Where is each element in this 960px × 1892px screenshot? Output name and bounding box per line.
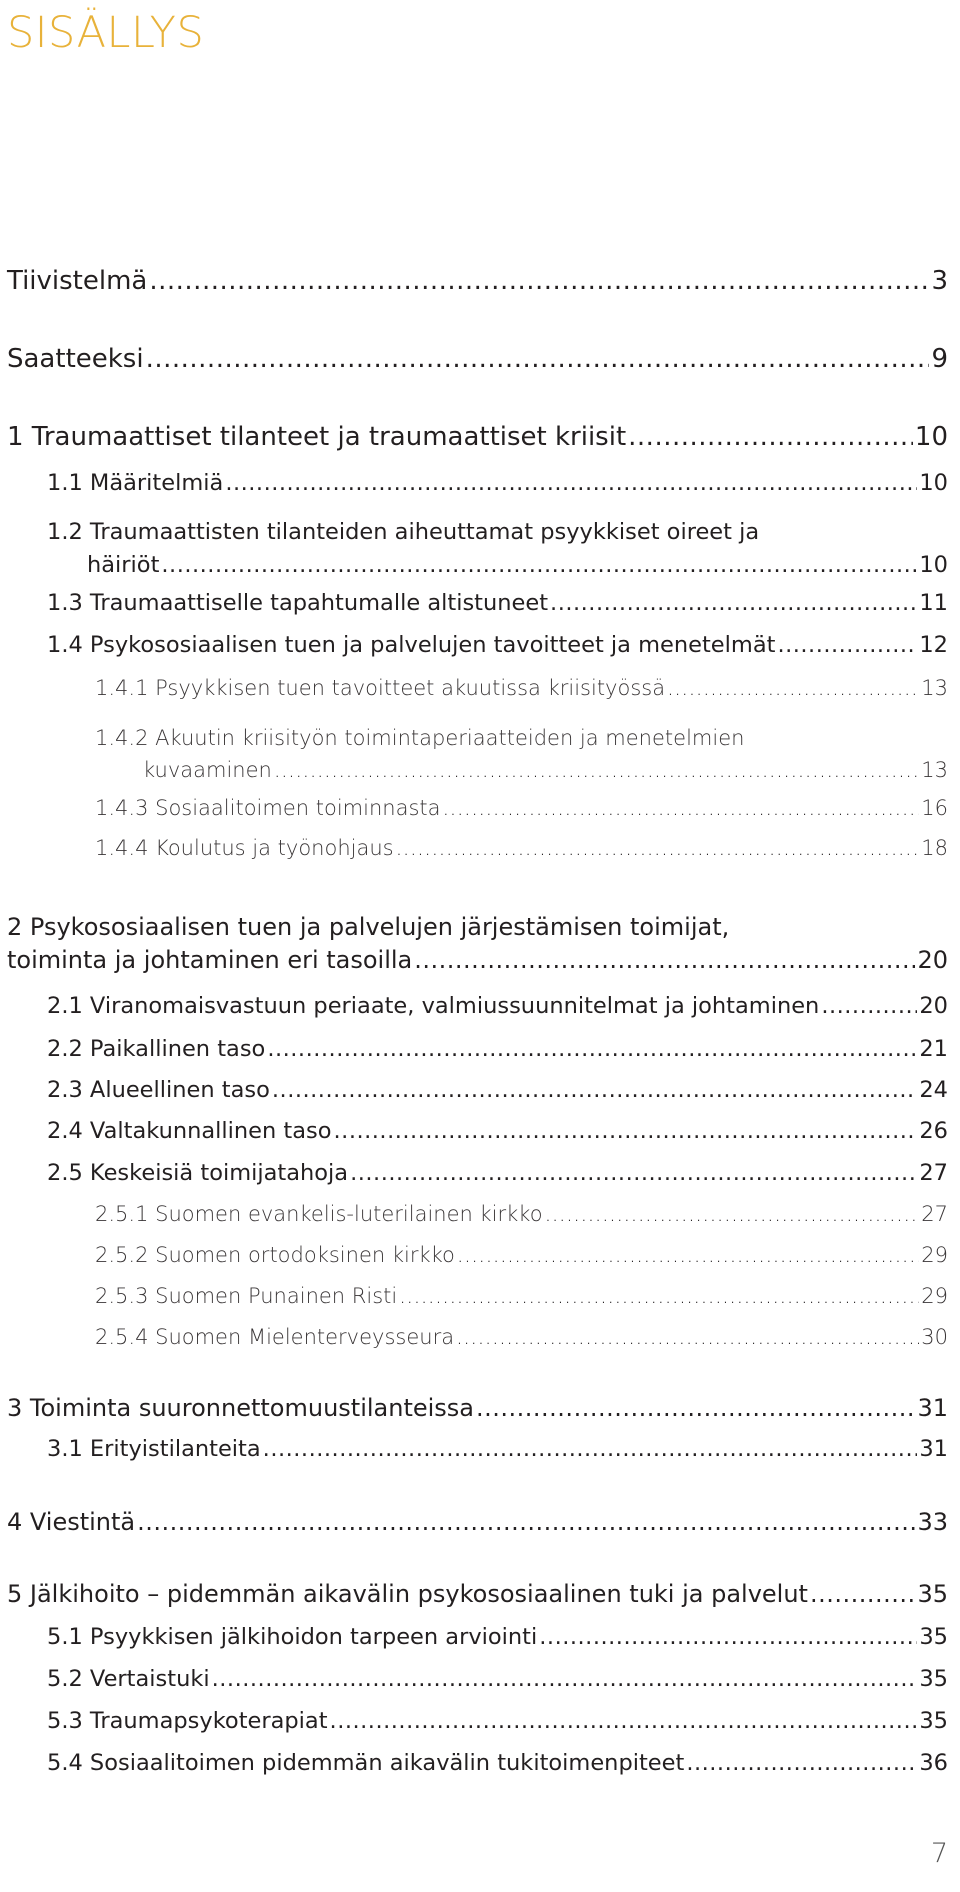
- dot-leader: [274, 758, 919, 782]
- toc-entry[interactable]: [47, 1036, 948, 1062]
- dot-leader: [457, 1243, 919, 1267]
- toc-entry-title: Tiivistelmä: [7, 266, 148, 296]
- toc-entry[interactable]: [95, 1202, 948, 1226]
- toc-entry-title: 2.5.1 Suomen evankelis-luterilainen kirkko: [95, 1202, 543, 1226]
- dot-leader: [161, 552, 917, 578]
- toc-page-number: 35: [917, 1580, 948, 1608]
- toc-entry-title: 2.4 Valtakunnallinen taso: [47, 1118, 332, 1144]
- toc-entry-title: 5.3 Traumapsykoterapiat: [47, 1708, 328, 1734]
- toc-entry-title: 2.1 Viranomaisvastuun periaate, valmiussuunnitelmat ja johtaminen: [47, 993, 820, 1019]
- toc-entry-title: 2.5.4 Suomen Mielenterveysseura: [95, 1325, 455, 1349]
- toc-entry[interactable]: [95, 718, 948, 782]
- toc-entry[interactable]: [47, 590, 948, 616]
- toc-entry-title: 1.1 Määritelmiä: [47, 470, 224, 496]
- dot-leader: [628, 422, 913, 452]
- toc-page-number: 26: [919, 1118, 948, 1144]
- toc-page-number: 20: [919, 993, 948, 1019]
- toc-entry[interactable]: [95, 1243, 948, 1267]
- toc-entry[interactable]: [95, 676, 948, 700]
- toc-entry-title: 1.4.4 Koulutus ja työnohjaus: [95, 836, 394, 860]
- dot-leader: [399, 1284, 919, 1308]
- dot-leader: [146, 344, 930, 374]
- toc-entry-title: 1.4.2 Akuutin kriisityön toimintaperiaatteiden ja menetelmien: [95, 726, 745, 750]
- toc-page-number: 29: [921, 1243, 948, 1267]
- dot-leader: [272, 1077, 917, 1103]
- toc-entry[interactable]: [47, 1624, 948, 1650]
- toc-page-number: 12: [919, 632, 948, 658]
- toc-entry[interactable]: [7, 344, 948, 374]
- toc-page-number: 10: [914, 422, 948, 452]
- dot-leader: [777, 632, 917, 658]
- toc-entry-title: 1.4 Psykososiaalisen tuen ja palvelujen tavoitteet ja menetelmät: [47, 632, 776, 658]
- toc-entry[interactable]: [7, 1508, 948, 1536]
- toc-entry[interactable]: [47, 512, 948, 578]
- toc-page-number: 27: [921, 1202, 948, 1226]
- toc-page-number: 10: [919, 470, 948, 496]
- dot-leader: [267, 1036, 917, 1062]
- toc-page-number: 11: [919, 590, 948, 616]
- toc-entry-title: 5.2 Vertaistuki: [47, 1666, 210, 1692]
- toc-entry-title-continuation: toiminta ja johtaminen eri tasoilla: [7, 946, 413, 974]
- toc-entry[interactable]: [95, 1284, 948, 1308]
- toc-entry[interactable]: [47, 1666, 948, 1692]
- dot-leader: [550, 590, 917, 616]
- toc-entry-title: 4 Viestintä: [7, 1508, 136, 1536]
- toc-entry-title: 1.4.1 Psyykkisen tuen tavoitteet akuutissa kriisityössä: [95, 676, 666, 700]
- dot-leader: [263, 1436, 918, 1462]
- toc-entry[interactable]: [47, 1708, 948, 1734]
- toc-page-number: 31: [917, 1394, 948, 1422]
- toc-page-number: 18: [921, 836, 948, 860]
- toc-page-number: 10: [919, 552, 948, 578]
- dot-leader: [443, 796, 920, 820]
- toc-page-number: 20: [917, 946, 948, 974]
- dot-leader: [334, 1118, 918, 1144]
- toc-entry[interactable]: [47, 632, 948, 658]
- toc-page-number: 33: [917, 1508, 948, 1536]
- toc-entry-title: 2 Psykososiaalisen tuen ja palvelujen järjestämisen toimijat,: [7, 913, 730, 941]
- toc-page-number: 27: [919, 1160, 948, 1186]
- dot-leader: [810, 1580, 915, 1608]
- dot-leader: [456, 1325, 919, 1349]
- toc-page-number: 24: [919, 1077, 948, 1103]
- toc-entry[interactable]: [7, 1580, 948, 1608]
- toc-page-number: 31: [919, 1436, 948, 1462]
- toc-entry[interactable]: [95, 796, 948, 820]
- toc-entry[interactable]: [47, 470, 948, 496]
- dot-leader: [476, 1394, 915, 1422]
- toc-entry[interactable]: [47, 1118, 948, 1144]
- toc-entry[interactable]: [7, 908, 948, 974]
- page-number: 7: [930, 1838, 948, 1869]
- toc-entry[interactable]: [95, 1325, 948, 1349]
- dot-leader: [330, 1708, 918, 1734]
- dot-leader: [545, 1202, 920, 1226]
- toc-entry[interactable]: [7, 266, 948, 296]
- toc-entry-title: 2.5.3 Suomen Punainen Risti: [95, 1284, 398, 1308]
- toc-entry-title: 1 Traumaattiset tilanteet ja traumaattiset kriisit: [7, 422, 627, 452]
- toc-entry-title: 2.2 Paikallinen taso: [47, 1036, 266, 1062]
- toc-entry-title: 5.1 Psyykkisen jälkihoidon tarpeen arviointi: [47, 1624, 538, 1650]
- dot-leader: [686, 1750, 917, 1776]
- toc-entry-title-continuation: häiriöt: [87, 552, 160, 578]
- toc-entry-title: 5.4 Sosiaalitoimen pidemmän aikavälin tukitoimenpiteet: [47, 1750, 685, 1776]
- toc-page-number: 29: [921, 1284, 948, 1308]
- toc-entry[interactable]: [47, 993, 948, 1019]
- toc-page-number: 35: [919, 1666, 948, 1692]
- dot-leader: [396, 836, 920, 860]
- toc-page-number: 21: [919, 1036, 948, 1062]
- toc-entry-title: 1.4.3 Sosiaalitoimen toiminnasta: [95, 796, 441, 820]
- dot-leader: [539, 1624, 917, 1650]
- toc-entry[interactable]: [47, 1160, 948, 1186]
- toc-entry-title: 1.2 Traumaattisten tilanteiden aiheuttamat psyykkiset oireet ja: [47, 519, 760, 545]
- page-title: SISÄLLYS: [7, 8, 205, 58]
- toc-page-number: 30: [921, 1325, 948, 1349]
- toc-page-number: 3: [931, 266, 948, 296]
- toc-page-number: 36: [919, 1750, 948, 1776]
- dot-leader: [821, 993, 917, 1019]
- toc-entry-title: Saatteeksi: [7, 344, 144, 374]
- toc-entry-title-continuation: kuvaaminen: [143, 758, 272, 782]
- toc-entry-title: 1.3 Traumaattiselle tapahtumalle altistuneet: [47, 590, 549, 616]
- toc-entry[interactable]: [47, 1436, 948, 1462]
- toc-page-number: 13: [921, 758, 948, 782]
- dot-leader: [667, 676, 919, 700]
- toc-entry[interactable]: [95, 836, 948, 860]
- toc-entry[interactable]: [7, 422, 948, 452]
- dot-leader: [212, 1666, 918, 1692]
- dot-leader: [149, 266, 929, 296]
- toc-page-number: 9: [931, 344, 948, 374]
- toc-page-number: 13: [921, 676, 948, 700]
- toc-entry-title: 2.5 Keskeisiä toimijatahoja: [47, 1160, 349, 1186]
- toc-entry[interactable]: [47, 1750, 948, 1776]
- toc-entry-title: 5 Jälkihoito – pidemmän aikavälin psykososiaalinen tuki ja palvelut: [7, 1580, 808, 1608]
- dot-leader: [414, 946, 915, 974]
- toc-page-number: 35: [919, 1708, 948, 1734]
- toc-entry-title: 3 Toiminta suuronnettomuustilanteissa: [7, 1394, 475, 1422]
- dot-leader: [350, 1160, 917, 1186]
- toc-page-number: 35: [919, 1624, 948, 1650]
- toc-entry-title: 2.5.2 Suomen ortodoksinen kirkko: [95, 1243, 455, 1267]
- dot-leader: [137, 1508, 915, 1536]
- toc-entry-title: 2.3 Alueellinen taso: [47, 1077, 270, 1103]
- toc-entry-title: 3.1 Erityistilanteita: [47, 1436, 261, 1462]
- toc-entry[interactable]: [47, 1077, 948, 1103]
- toc-entry[interactable]: [7, 1394, 948, 1422]
- dot-leader: [225, 470, 917, 496]
- toc-page-number: 16: [921, 796, 948, 820]
